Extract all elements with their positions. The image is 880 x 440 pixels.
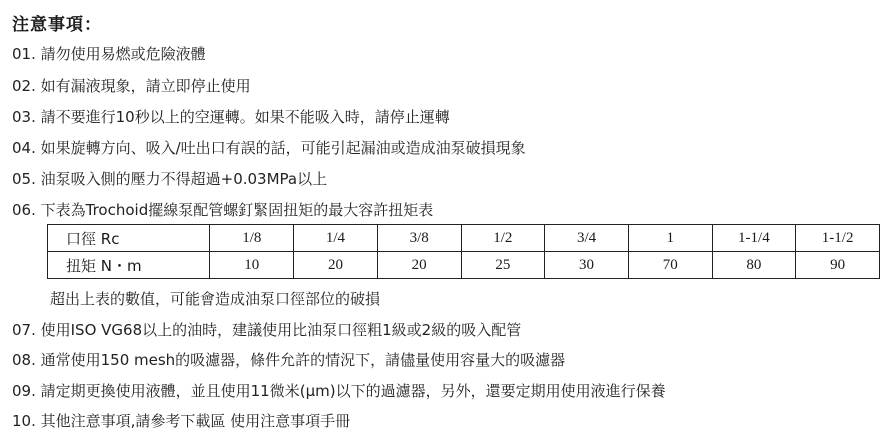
note-item-06: 06. 下表為Trochoid擺線泵配管螺釘緊固扭矩的最大容許扭矩表 [12,201,434,219]
table-cell: 80 [712,252,796,279]
note-item-05: 05. 油泵吸入側的壓力不得超過+0.03MPa以上 [12,170,328,188]
table-cell: 20 [294,252,378,279]
note-item-04: 04. 如果旋轉方向、吸入/吐出口有誤的話，可能引起漏油或造成油泵破損現象 [12,139,526,157]
table-cell: 1/4 [294,225,378,252]
table-cell: 30 [545,252,629,279]
page-title: 注意事項： [12,15,102,35]
table-cell: 10 [210,252,294,279]
table-row [48,225,880,252]
torque-table [47,224,880,279]
table-cell: 1-1/2 [796,225,880,252]
table-cell: 70 [628,252,712,279]
table-cell: 25 [461,252,545,279]
table-cell: 3/8 [377,225,461,252]
note-item-02: 02. 如有漏液現象，請立即停止使用 [12,77,251,95]
table-cell: 1 [628,225,712,252]
note-item-01: 01. 請勿使用易燃或危險液體 [12,45,206,63]
table-row [48,252,880,279]
note-item-03: 03. 請不要進行10秒以上的空運轉。如果不能吸入時，請停止運轉 [12,108,450,126]
table-row-header-torque: 扭矩 N・m [48,252,210,279]
note-item-08: 08. 通常使用150 mesh的吸濾器，條件允許的情況下，請儘量使用容量大的吸濾器 [12,351,566,369]
table-cell: 1-1/4 [712,225,796,252]
table-row-header-bore: 口徑 Rc [48,225,210,252]
note-item-10: 10. 其他注意事項,請參考下載區 使用注意事項手冊 [12,412,351,430]
table-cell: 90 [796,252,880,279]
table-cell: 20 [377,252,461,279]
table-cell: 3/4 [545,225,629,252]
note-item-09: 09. 請定期更換使用液體，並且使用11微米(μm)以下的過濾器，另外，還要定期用使用液進行保養 [12,382,666,400]
table-cell: 1/8 [210,225,294,252]
table-note: 超出上表的數值，可能會造成油泵口徑部位的破損 [50,290,381,308]
note-item-07: 07. 使用ISO VG68以上的油時，建議使用比油泵口徑粗1級或2級的吸入配管 [12,321,522,339]
table-cell: 1/2 [461,225,545,252]
